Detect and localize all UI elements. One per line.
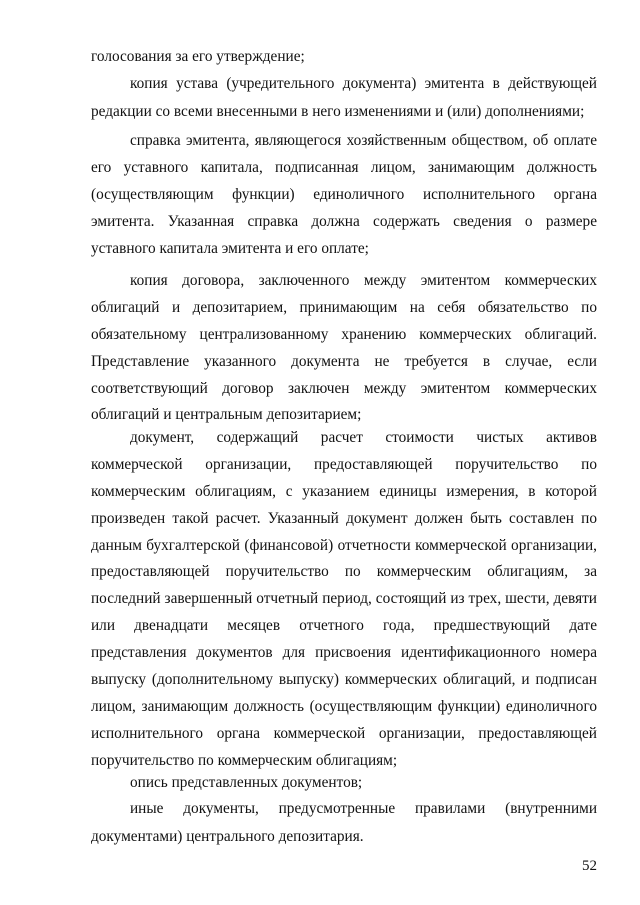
text-line: исполнительного органа коммерческой организации, предоставляющей bbox=[91, 725, 597, 742]
text-line: копия устава (учредительного документа) эмитента в действующей bbox=[130, 75, 597, 92]
text-line: справка эмитента, являющегося хозяйственным обществом, об оплате bbox=[130, 132, 597, 149]
text-line: последний завершенный отчетный период, состоящий из трех, шести, девяти bbox=[91, 590, 597, 607]
text-line: облигаций и центральным депозитарием; bbox=[91, 406, 362, 423]
text-line: лицом, занимающим должность (осуществляющим функции) единоличного bbox=[91, 698, 597, 715]
text-line: Представление указанного документа не требуется в случае, если bbox=[91, 353, 597, 370]
text-line: произведен такой расчет. Указанный документ должен быть составлен по bbox=[91, 510, 597, 527]
text-line: иные документы, предусмотренные правилами (внутренними bbox=[130, 800, 597, 817]
text-line: соответствующий договор заключен между эмитентом коммерческих bbox=[91, 380, 597, 397]
text-line: выпуску (дополнительному выпуску) коммерческих облигаций, и подписан bbox=[91, 671, 597, 688]
text-line: уставного капитала эмитента и его оплате; bbox=[91, 240, 369, 257]
text-line: эмитента. Указанная справка должна содержать сведения о размере bbox=[91, 213, 597, 230]
text-line: коммерческой организации, предоставляющей поручительство по bbox=[91, 456, 597, 473]
text-line: представления документов для присвоения идентификационного номера bbox=[91, 644, 597, 661]
text-line: его уставного капитала, подписанная лицом, занимающим должность bbox=[91, 159, 597, 176]
text-line: редакции со всеми внесенными в него изменениями и (или) дополнениями; bbox=[91, 103, 585, 120]
text-line: поручительство по коммерческим облигациям; bbox=[91, 752, 398, 769]
text-line: обязательному централизованному хранению коммерческих облигаций. bbox=[91, 326, 597, 343]
text-line: документ, содержащий расчет стоимости чистых активов bbox=[130, 429, 597, 446]
text-line: опись представленных документов; bbox=[130, 774, 363, 791]
text-line: коммерческим облигациям, с указанием единицы измерения, в которой bbox=[91, 483, 597, 500]
page-number: 52 bbox=[582, 858, 597, 874]
text-line: копия договора, заключенного между эмитентом коммерческих bbox=[130, 272, 597, 289]
text-line: данным бухгалтерской (финансовой) отчетности коммерческой организации, bbox=[91, 537, 597, 554]
text-line: облигаций и депозитарием, принимающим на себя обязательство по bbox=[91, 299, 597, 316]
text-line: или двенадцати месяцев отчетного года, предшествующий дате bbox=[91, 617, 597, 634]
text-line: предоставляющей поручительство по коммерческим облигациям, за bbox=[91, 563, 597, 580]
text-line: голосования за его утверждение; bbox=[91, 48, 305, 65]
text-line: документами) центрального депозитария. bbox=[91, 828, 364, 845]
text-line: (осуществляющим функции) единоличного исполнительного органа bbox=[91, 186, 597, 203]
